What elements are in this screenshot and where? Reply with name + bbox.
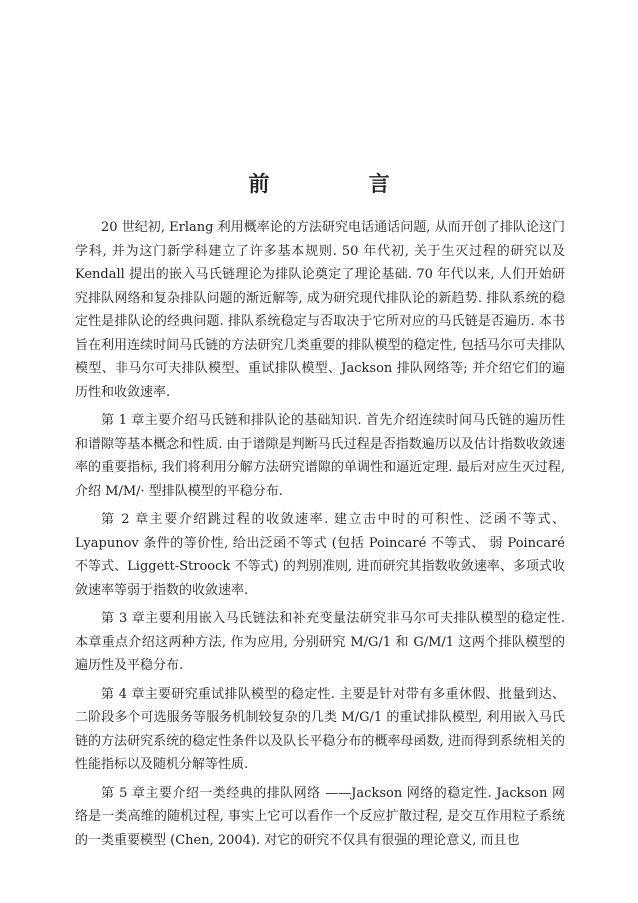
paragraph-chapter-5: 第 5 章主要介绍一类经典的排队网络 ——Jackson 网络的稳定性. Jackson 网络是一类高维的随机过程, 事实上它可以看作一个反应扩散过程, 是交互作用粒子系统的一类重要模型 (Chen, 2004). 对它的研究不仅具有很强的理论意义, 而且也 xyxy=(75,785,565,848)
paragraph-chapter-2: 第 2 章主要介绍跳过程的收敛速率. 建立击中时的可积性、泛函不等式、Lyapunov 条件的等价性, 给出泛函不等式 (包括 Poincaré 不等式、 弱 Poincaré 不等式、Liggett-Stroock 不等式) 的判别准则, 进而研究其指数收敛速率、多项式收敛速率等弱于指数的收敛速率. xyxy=(75,512,565,598)
paragraph-intro: 20 世纪初, Erlang 利用概率论的方法研究电话通话问题, 从而开创了排队论这门学科, 并为这门新学科建立了许多基本规则. 50 年代初, 关于生灭过程的研究以及 Kendall 提出的嵌入马氏链理论为排队论奠定了理论基础. 70 年代以来, 人们开始研究排队网络和复杂排队问题的渐近解等, 成为研究现代排队论的新趋势. 排队系统的稳定性是排队论的经典问题. 排队系统稳定与否取决于它所对应的马氏链是否遍历. 本书旨在利用连续时间马氏链的方法研究几类重要的排队模型的稳定性, 包括马尔可夫排队模型、非马尔可夫排队模型、重试排队模型、Jackson 排队网络等; 并介绍它们的遍历性和收敛速率. xyxy=(75,220,565,400)
preface-body xyxy=(75,216,565,857)
paragraph-chapter-4: 第 4 章主要研究重试排队模型的稳定性. 主要是针对带有多重休假、批量到达、二阶段多个可选服务等服务机制较复杂的几类 M/G/1 的重试排队模型, 利用嵌入马氏链的方法研究系统的稳定性条件以及队长平稳分布的概率母函数, 进而得到系统相关的性能指标以及随机分解等性质. xyxy=(75,686,565,772)
page-title: 前 言 xyxy=(248,171,436,196)
paragraph-chapter-3: 第 3 章主要利用嵌入马氏链法和补充变量法研究非马尔可夫排队模型的稳定性. 本章重点介绍这两种方法, 作为应用, 分别研究 M/G/1 和 G/M/1 这两个排队模型的遍历性及平稳分布. xyxy=(75,611,565,673)
paragraph-chapter-1: 第 1 章主要介绍马氏链和排队论的基础知识. 首先介绍连续时间马氏链的遍历性和谱隙等基本概念和性质. 由于谱隙是判断马氏过程是否指数遍历以及估计指数收敛速率的重要指标, 我们将利用分解方法研究谱隙的单调性和逼近定理. 最后对应生灭过程, 介绍 M/M/· 型排队模型的平稳分布. xyxy=(75,413,565,499)
